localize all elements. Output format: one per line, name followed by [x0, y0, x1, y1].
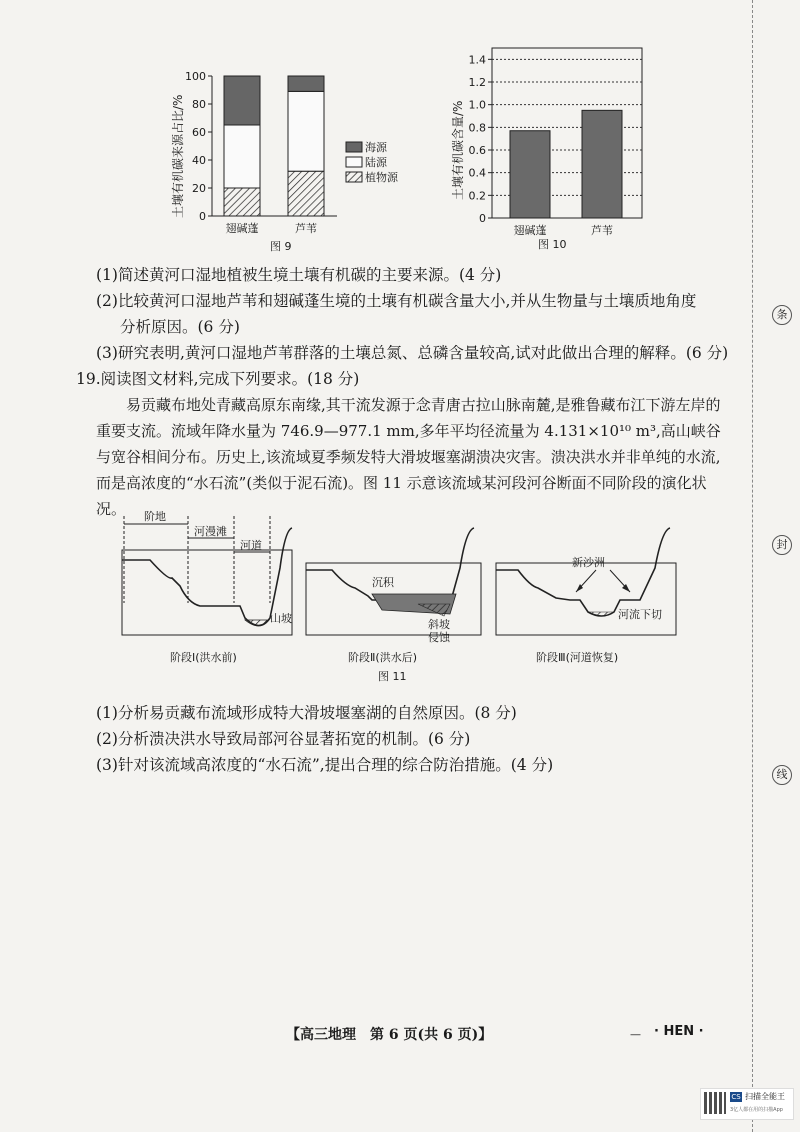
figure-9-chart [160, 58, 450, 258]
fig10-ylabel: 土壤有机碳含量/% [451, 100, 465, 200]
fig10-ytick-label: 0.6 [468, 144, 486, 157]
figure-11-diagram [110, 508, 690, 683]
q18-sub2b: 分析原因。(6 分) [120, 318, 240, 336]
fig9-caption: 图 9 [270, 240, 292, 253]
fig9-legend-label: 陆源 [365, 156, 387, 169]
fig9-legend-swatch [346, 142, 362, 152]
fig10-bar [582, 110, 622, 218]
q18-sub2a: (2)比较黄河口湿地芦苇和翅碱蓬生境的土壤有机碳含量大小,并从生物量与土壤质地角度 [96, 292, 697, 310]
fig9-bar-segment [288, 76, 324, 91]
fig10-bar [510, 131, 550, 218]
fig10-caption: 图 10 [538, 238, 567, 251]
page-footer: 【高三地理 第 6 页(共 6 页)】 [286, 1027, 493, 1043]
fig9-bar-segment [224, 76, 260, 125]
stage-1-profile [122, 509, 292, 664]
q19-passage: 易贡藏布地处青藏高原东南缘,其干流发源于念青唐古拉山脉南麓,是雅鲁藏布江下游左岸的重要支流。流域年降水量为 746.9—977.1 mm,多年平均径流量为 4.131×10¹⁰ m³,高山峡谷与宽谷相间分布。历史上,该流域夏季频发特大滑坡堰塞湖溃决灾害。溃决洪水并非单纯的水流,而是高浓度的“水石流”(类似于泥石流)。图 11 示意该流域某河段河谷断面不同阶段的演化状况。 [96, 396, 721, 518]
fig9-ytick-label: 20 [192, 182, 206, 195]
label-floodplain: 河漫滩 [194, 525, 227, 538]
label-channel: 河道 [240, 539, 262, 552]
fig9-bar-segment [288, 171, 324, 216]
side-mark-1: 条 [772, 305, 792, 325]
side-mark-3: 线 [772, 765, 792, 785]
fig9-bar-segment [224, 125, 260, 188]
watermark-sub: 3亿人都在用的扫描App [730, 1107, 783, 1113]
binding-line [752, 0, 753, 1132]
fig9-ytick-label: 80 [192, 98, 206, 111]
label-downcut: 河流下切 [618, 608, 662, 621]
q19-sub1: (1)分析易贡藏布流域形成特大滑坡堰塞湖的自然原因。(8 分) [96, 704, 517, 722]
fig11-caption: 图 11 [378, 670, 407, 683]
label-new-bar: 新沙洲 [572, 556, 605, 569]
stage-3-label: 阶段Ⅲ(河道恢复) [536, 651, 619, 664]
fig9-ylabel: 土壤有机碳来源占比/% [171, 94, 185, 218]
stage-1-label: 阶段Ⅰ(洪水前) [170, 651, 237, 664]
fig10-category-label: 翅碱蓬 [513, 224, 547, 237]
cs-badge: CS [731, 1093, 741, 1101]
fig9-legend-label: 海源 [365, 141, 387, 154]
scanner-watermark [700, 1088, 794, 1120]
q18-sub1: (1)简述黄河口湿地植被生境土壤有机碳的主要来源。(4 分) [96, 266, 502, 284]
label-slope-erosion-1: 斜坡 [428, 618, 450, 631]
fig9-ytick-label: 0 [199, 210, 206, 223]
stage-2-label: 阶段Ⅱ(洪水后) [348, 651, 417, 664]
fig10-ytick-label: 0.8 [468, 121, 486, 135]
fig9-category-label: 翅碱蓬 [225, 222, 259, 235]
fig9-category-label: 芦苇 [295, 222, 317, 235]
fig10-ytick-label: 1.4 [468, 53, 486, 67]
fig10-ytick-label: 1.2 [468, 76, 486, 89]
figure-10-chart [440, 40, 655, 255]
fig9-legend-swatch [346, 157, 362, 167]
fig9-ytick-label: 40 [192, 154, 206, 167]
footer-code: · HEN · [654, 1024, 704, 1039]
footer-dash: — [630, 1028, 641, 1041]
fig9-legend-label: 植物源 [365, 171, 398, 184]
fig9-bar-segment [224, 188, 260, 216]
side-mark-2: 封 [772, 535, 792, 555]
fig10-ytick-label: 0 [479, 212, 486, 225]
watermark-title: 扫描全能王 [745, 1092, 785, 1101]
q19-sub2: (2)分析溃决洪水导致局部河谷显著拓宽的机制。(6 分) [96, 730, 471, 748]
q18-sub3: (3)研究表明,黄河口湿地芦苇群落的土壤总氮、总磷含量较高,试对此做出合理的解释。(6 分) [96, 344, 729, 362]
stage-3-profile [496, 528, 676, 664]
fig10-ytick-label: 1.0 [468, 98, 486, 112]
q19-header: 19.阅读图文材料,完成下列要求。(18 分) [76, 370, 360, 388]
fig10-category-label: 芦苇 [591, 224, 613, 237]
label-slope: 山坡 [270, 612, 292, 625]
stage-2-profile [306, 528, 481, 664]
label-terrace: 阶地 [144, 510, 166, 523]
label-deposition: 沉积 [372, 576, 394, 589]
fig9-legend-swatch [346, 172, 362, 182]
label-slope-erosion-2: 侵蚀 [428, 631, 450, 644]
fig9-ytick-label: 60 [192, 126, 206, 139]
fig9-bar-segment [288, 91, 324, 171]
q19-sub3: (3)针对该流域高浓度的“水石流”,提出合理的综合防治措施。(4 分) [96, 756, 554, 774]
fig10-ytick-label: 0.2 [468, 189, 486, 203]
fig10-ytick-label: 0.4 [468, 166, 486, 180]
fig9-ytick-label: 100 [185, 70, 206, 83]
qr-code-icon [704, 1092, 726, 1114]
